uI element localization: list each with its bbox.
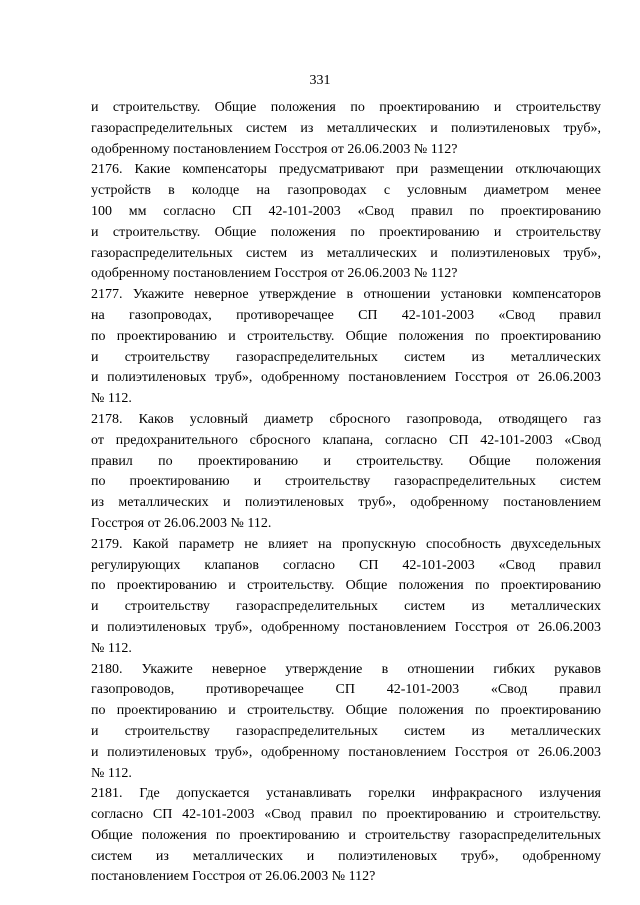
text-line: 2179. Какой параметр не влияет на пропускную способность двухседельных	[91, 536, 601, 552]
text-line: и строительству. Общие положения по проектированию и строительству	[91, 224, 601, 240]
text-line: и строительству. Общие положения по проектированию и строительству	[91, 100, 601, 115]
text-line: по проектированию и строительству. Общие положения по проектированию	[91, 328, 601, 344]
text-line: и полиэтиленовых труб», одобренному постановлением Госстроя от 26.06.2003	[91, 744, 601, 760]
text-line: 2177. Укажите неверное утверждение в отношении установки компенсаторов	[91, 287, 601, 303]
text-line: 100 мм согласно СП 42-101-2003 «Свод правил по проектированию	[91, 203, 601, 219]
text-line: от предохранительного сбросного клапана, согласно СП 42-101-2003 «Свод	[91, 432, 601, 448]
text-line: по проектированию и строительству. Общие положения по проектированию	[91, 703, 601, 719]
text-line: на газопроводах, противоречащее СП 42-101-2003 «Свод правил	[91, 307, 601, 323]
text-line: газораспределительных систем из металлических и полиэтиленовых труб»,	[91, 120, 601, 136]
text-line: и строительству газораспределительных систем из металлических	[91, 599, 601, 615]
text-line: постановлением Госстроя от 26.06.2003 № 112?	[91, 869, 376, 885]
page-number: 331	[309, 73, 331, 88]
text-line: 2181. Где допускается устанавливать горелки инфракрасного излучения	[91, 786, 601, 802]
text-line: одобренному постановлением Госстроя от 26.06.2003 № 112?	[91, 141, 458, 157]
text-line: и строительству газораспределительных систем из металлических	[91, 349, 601, 365]
text-line: регулирующих клапанов согласно СП 42-101-2003 «Свод правил	[91, 557, 601, 573]
text-line: № 112.	[91, 391, 132, 407]
text-line: согласно СП 42-101-2003 «Свод правил по проектированию и строительству.	[91, 807, 601, 823]
text-line: № 112.	[91, 765, 132, 781]
document-body	[91, 98, 601, 888]
text-line: газопроводов, противоречащее СП 42-101-2003 «Свод правил	[91, 682, 601, 698]
text-line: 2180. Укажите неверное утверждение в отношении гибких рукавов	[91, 661, 601, 677]
text-line: 2176. Какие компенсаторы предусматривают при размещении отключающих	[91, 162, 601, 178]
text-line: из металлических и полиэтиленовых труб», одобренному постановлением	[91, 495, 601, 511]
text-line: 2178. Каков условный диаметр сбросного газопровода, отводящего газ	[91, 411, 601, 427]
text-line: одобренному постановлением Госстроя от 26.06.2003 № 112?	[91, 266, 458, 282]
text-line: по проектированию и строительству. Общие положения по проектированию	[91, 578, 601, 594]
text-line: и полиэтиленовых труб», одобренному постановлением Госстроя от 26.06.2003	[91, 619, 601, 635]
text-line: устройств в колодце на газопроводах с условным диаметром менее	[91, 183, 601, 199]
text-line: систем из металлических и полиэтиленовых труб», одобренному	[91, 848, 601, 864]
text-line: по проектированию и строительству газораспределительных систем	[91, 474, 601, 490]
text-line: и строительству газораспределительных систем из металлических	[91, 723, 601, 739]
text-line: правил по проектированию и строительству. Общие положения	[91, 453, 601, 469]
text-line: Общие положения по проектированию и строительству газораспределительных	[91, 827, 601, 843]
text-line: № 112.	[91, 640, 132, 656]
text-line: и полиэтиленовых труб», одобренному постановлением Госстроя от 26.06.2003	[91, 370, 601, 386]
text-line: газораспределительных систем из металлических и полиэтиленовых труб»,	[91, 245, 601, 261]
text-line: Госстроя от 26.06.2003 № 112.	[91, 515, 272, 531]
